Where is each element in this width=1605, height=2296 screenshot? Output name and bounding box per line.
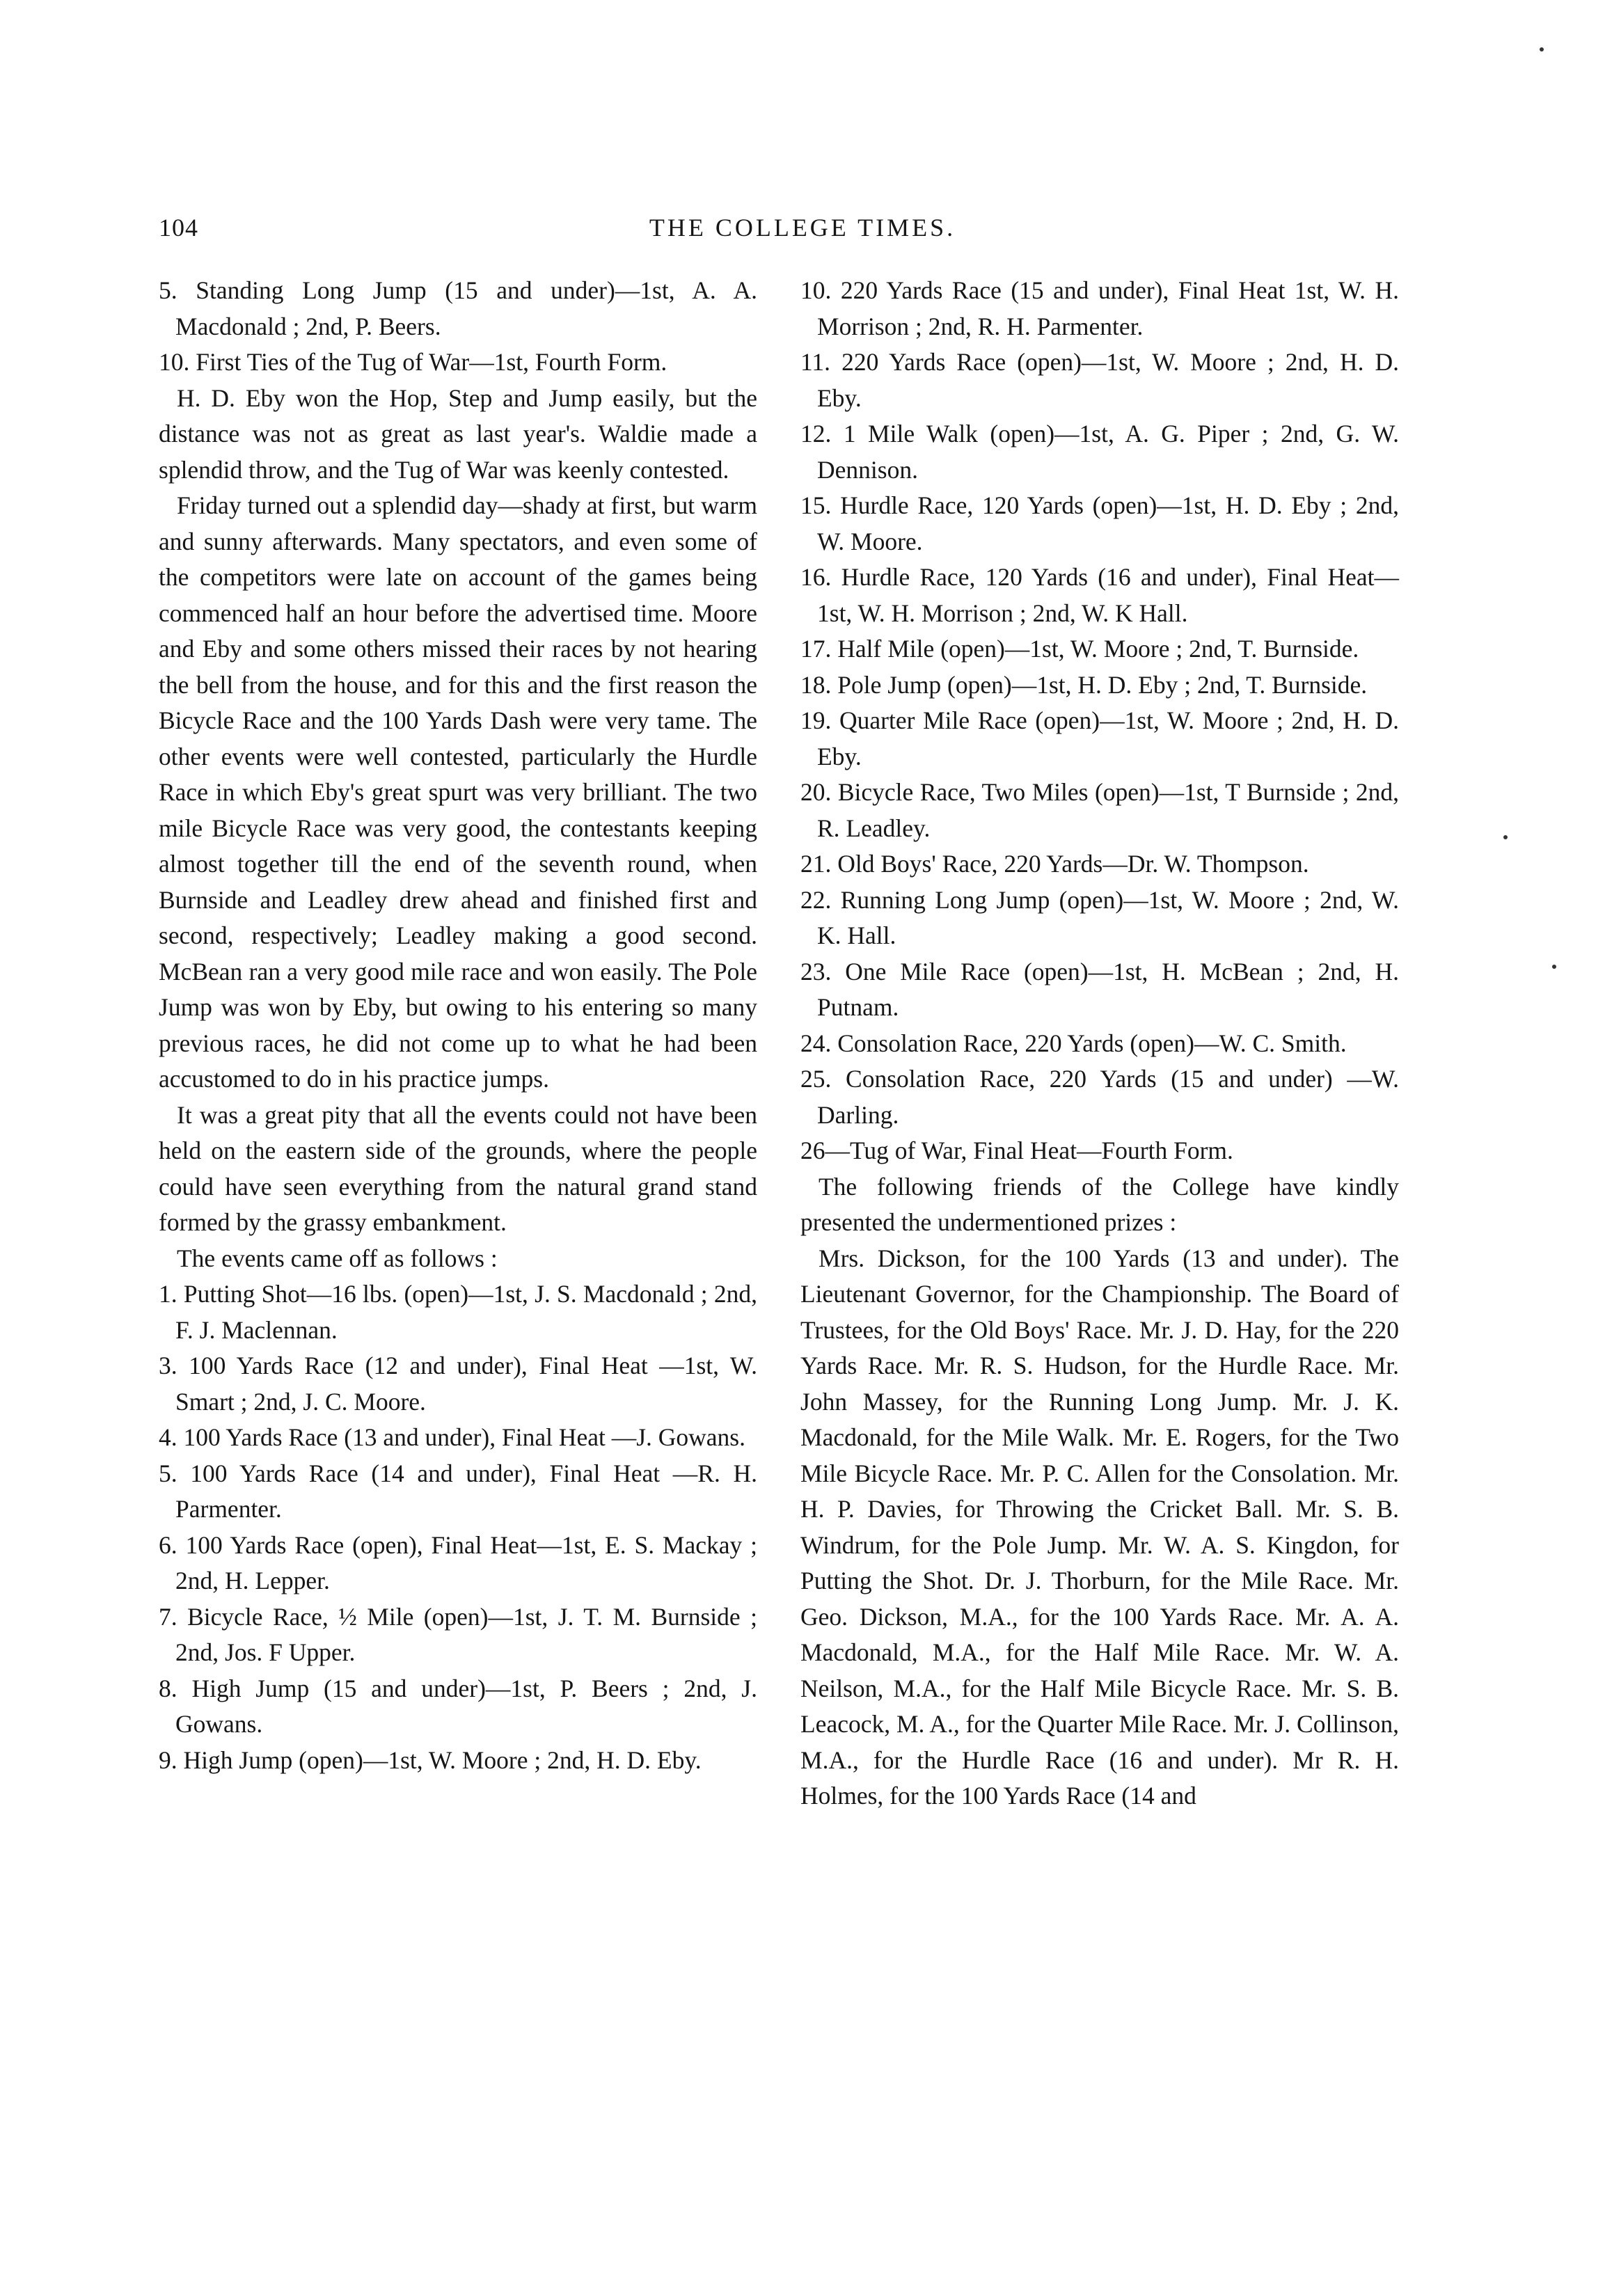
paragraph: 11. 220 Yards Race (open)—1st, W. Moore ; 2nd, H. D. Eby. — [800, 348, 1399, 412]
paragraph: 6. 100 Yards Race (open), Final Heat—1st, E. S. Mackay ; 2nd, H. Lepper. — [159, 1530, 757, 1594]
paragraph: 10. First Ties of the Tug of War—1st, Fourth Form. — [159, 348, 667, 376]
paragraph: It was a great pity that all the events could not have been held on the eastern side of the grounds, where the people could have seen everything from the natural grand stand formed by the grassy embankment. — [159, 1100, 757, 1236]
paragraph: 8. High Jump (15 and under)—1st, P. Beers ; 2nd, J. Gowans. — [159, 1674, 757, 1738]
paragraph: 5. Standing Long Jump (15 and under)—1st, A. A. Macdonald ; 2nd, P. Beers. — [159, 276, 757, 340]
paragraph: 16. Hurdle Race, 120 Yards (16 and under), Final Heat—1st, W. H. Morrison ; 2nd, W. K Hall. — [800, 563, 1399, 627]
paragraph: 22. Running Long Jump (open)—1st, W. Moore ; 2nd, W. K. Hall. — [800, 885, 1399, 949]
page-number: 104 — [159, 214, 198, 242]
paragraph: 19. Quarter Mile Race (open)—1st, W. Moore ; 2nd, H. D. Eby. — [800, 706, 1399, 770]
running-head: THE COLLEGE TIMES. — [649, 214, 956, 242]
paragraph: 1. Putting Shot—16 lbs. (open)—1st, J. S. Macdonald ; 2nd, F. J. Maclennan. — [159, 1280, 757, 1344]
paragraph: 25. Consolation Race, 220 Yards (15 and under) —W. Darling. — [800, 1065, 1399, 1129]
paragraph: 24. Consolation Race, 220 Yards (open)—W. C. Smith. — [800, 1029, 1347, 1057]
paragraph: 21. Old Boys' Race, 220 Yards—Dr. W. Thompson. — [800, 850, 1309, 878]
paragraph: 3. 100 Yards Race (12 and under), Final Heat —1st, W. Smart ; 2nd, J. C. Moore. — [159, 1352, 757, 1416]
paragraph: The following friends of the College have kindly presented the undermentioned prizes : — [800, 1172, 1399, 1236]
paragraph: H. D. Eby won the Hop, Step and Jump easily, but the distance was not as great as last year's. Waldie made a splendid throw, and the Tug of War was keenly contested. — [159, 383, 757, 484]
paragraph: 5. 100 Yards Race (14 and under), Final Heat —R. H. Parmenter. — [159, 1459, 757, 1523]
paragraph: 23. One Mile Race (open)—1st, H. McBean ; 2nd, H. Putnam. — [800, 957, 1399, 1021]
paragraph: The events came off as follows : — [177, 1244, 498, 1272]
paragraph: 18. Pole Jump (open)—1st, H. D. Eby ; 2nd, T. Burnside. — [800, 670, 1368, 699]
paragraph: 10. 220 Yards Race (15 and under), Final Heat 1st, W. H. Morrison ; 2nd, R. H. Parmenter. — [800, 276, 1399, 340]
paragraph: 9. High Jump (open)—1st, W. Moore ; 2nd, H. D. Eby. — [159, 1745, 702, 1774]
paragraph: 17. Half Mile (open)—1st, W. Moore ; 2nd, T. Burnside. — [800, 635, 1359, 663]
paragraph: Mrs. Dickson, for the 100 Yards (13 and under). The Lieutenant Governor, for the Championship. The Board of Trustees, for the Old Boys' Race. Mr. J. D. Hay, for the 220 Yards Race. Mr. R. S. Hudson, for the Hurdle Race. Mr. John Massey, for the Running Long Jump. Mr. J. K. Macdonald, for the Mile Walk. Mr. E. Rogers, for the Two Mile Bicycle Race. Mr. P. C. Allen for the Consolation. Mr. H. P. Davies, for Throwing the Cricket Ball. Mr. S. B. Windrum, for the Pole Jump. Mr. W. A. S. Kingdon, for Putting the Shot. Dr. J. Thorburn, for the Mile Race. Mr. Geo. Dickson, M.A., for the 100 Yards Race. Mr. A. A. Macdonald, M.A., for the Half Mile Race. Mr. W. A. Neilson, M.A., for the Half Mile Bicycle Race. Mr. S. B. Leacock, M. A., for the Quarter Mile Race. Mr. J. Collinson, M.A., for the Hurdle Race (16 and under). Mr R. H. Holmes, for the 100 Yards Race (14 and — [800, 1244, 1399, 1810]
paragraph: 15. Hurdle Race, 120 Yards (open)—1st, H. D. Eby ; 2nd, W. Moore. — [800, 491, 1399, 555]
stray-mark — [1540, 47, 1544, 52]
stray-mark — [1552, 965, 1556, 969]
paragraph: 4. 100 Yards Race (13 and under), Final Heat —J. Gowans. — [159, 1423, 745, 1451]
paragraph: 12. 1 Mile Walk (open)—1st, A. G. Piper ; 2nd, G. W. Dennison. — [800, 420, 1399, 484]
paragraph: 20. Bicycle Race, Two Miles (open)—1st, T Burnside ; 2nd, R. Leadley. — [800, 778, 1399, 842]
paragraph: 7. Bicycle Race, ½ Mile (open)—1st, J. T. M. Burnside ; 2nd, Jos. F Upper. — [159, 1602, 757, 1666]
stray-mark — [1503, 835, 1508, 839]
paragraph: 26—Tug of War, Final Heat—Fourth Form. — [800, 1137, 1233, 1164]
paragraph: Friday turned out a splendid day—shady at first, but warm and sunny afterwards. Many spectators, and even some of the competitors were late on account of the games being commenced half an hour before the advertised time. Moore and Eby and some others missed their races by not hearing the bell from the house, and for this and the first reason the Bicycle Race and the 100 Yards Dash were very tame. The other events were well contested, particularly the Hurdle Race in which Eby's great spurt was very brilliant. The two mile Bicycle Race was very good, the contestants keeping almost together till the end of the seventh round, when Burnside and Leadley drew ahead and finished first and second, respectively; Leadley making a good second. McBean ran a very good mile race and won easily. The Pole Jump was won by Eby, but owing to his entering so many previous races, he did not come up to what he had been accustomed to do in his practice jumps. — [159, 491, 757, 1093]
left-column — [159, 273, 757, 1778]
right-column — [800, 273, 1399, 1814]
